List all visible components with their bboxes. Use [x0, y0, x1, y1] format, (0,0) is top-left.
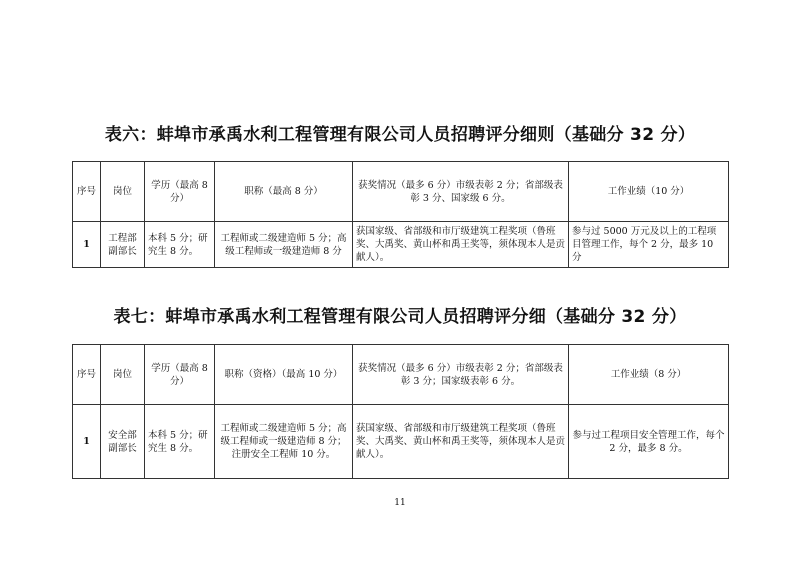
table1-header-post: 岗位	[101, 162, 145, 222]
table1-row-award: 获国家级、省部级和市厅级建筑工程奖项（鲁班奖、大禹奖、黄山杯和禹王奖等，须体现本人是贡献人）。	[353, 222, 569, 268]
table2-header-title: 职称（资格）（最高 10 分）	[215, 345, 353, 405]
table1-header-row	[73, 162, 729, 222]
table2-row-title: 工程师或二级建造师 5 分；高级工程师或一级建造师 8 分；注册安全工程师 10 分。	[215, 405, 353, 479]
table1-row-seq: 1	[73, 222, 101, 268]
table2-row-edu: 本科 5 分；研究生 8 分。	[145, 405, 215, 479]
table1-header-award: 获奖情况（最多 6 分）市级表彰 2 分；省部级表彰 3 分、国家级 6 分。	[353, 162, 569, 222]
table1-row-post: 工程部副部长	[101, 222, 145, 268]
table1-header-work: 工作业绩（10 分）	[569, 162, 729, 222]
table2-row-post: 安全部副部长	[101, 405, 145, 479]
page-number: 11	[394, 498, 406, 508]
table2-row-seq: 1	[73, 405, 101, 479]
table2-header-edu: 学历（最高 8 分）	[145, 345, 215, 405]
table2-row-award: 获国家级、省部级和市厅级建筑工程奖项（鲁班奖、大禹奖、黄山杯和禹王奖等，须体现本人是贡献人）。	[353, 405, 569, 479]
table1-row	[73, 222, 729, 268]
table2-header-work: 工作业绩（8 分）	[569, 345, 729, 405]
table1-header-title: 职称（最高 8 分）	[215, 162, 353, 222]
table2-row-work: 参与过工程项目安全管理工作，每个 2 分，最多 8 分。	[569, 405, 729, 479]
table2	[72, 344, 729, 479]
table2-header-post: 岗位	[101, 345, 145, 405]
table1-row-work: 参与过 5000 万元及以上的工程项目管理工作，每个 2 分，最多 10 分	[569, 222, 729, 268]
table2-row	[73, 405, 729, 479]
table1-row-edu: 本科 5 分；研究生 8 分。	[145, 222, 215, 268]
table1-title: 表六：蚌埠市承禹水利工程管理有限公司人员招聘评分细则（基础分 32 分）	[104, 125, 696, 145]
table1	[72, 161, 729, 268]
table2-header-row	[73, 345, 729, 405]
table1-row-title: 工程师或二级建造师 5 分；高级工程师或一级建造师 8 分	[215, 222, 353, 268]
table2-title: 表七：蚌埠市承禹水利工程管理有限公司人员招聘评分细（基础分 32 分）	[113, 307, 687, 327]
table2-header-seq: 序号	[73, 345, 101, 405]
table1-header-seq: 序号	[73, 162, 101, 222]
table2-header-award: 获奖情况（最多 6 分）市级表彰 2 分；省部级表彰 3 分；国家级表彰 6 分。	[353, 345, 569, 405]
table1-header-edu: 学历（最高 8 分）	[145, 162, 215, 222]
